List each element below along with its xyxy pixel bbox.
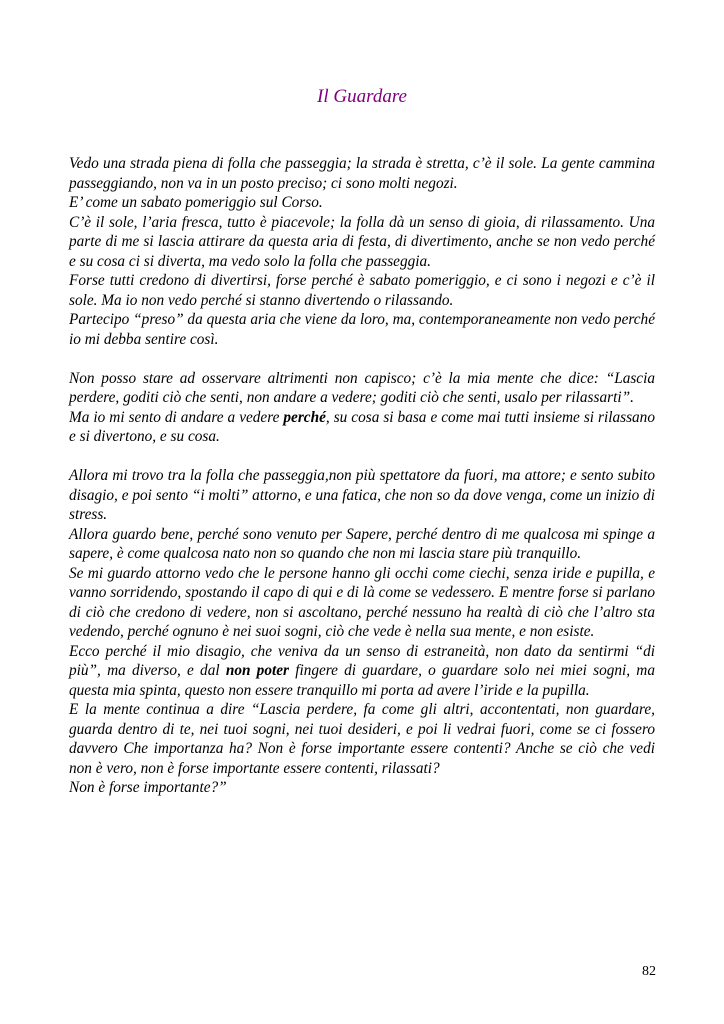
emphasis-perche: perché	[283, 408, 326, 426]
paragraph: Non è forse importante?”	[69, 779, 227, 796]
body-text	[69, 154, 655, 798]
paragraph: E’ come un sabato pomeriggio sul Corso.	[69, 194, 323, 211]
page-title: Il Guardare	[317, 86, 407, 107]
emphasis-non-poter: non poter	[225, 662, 289, 679]
paragraph: C’è il sole, l’aria fresca, tutto è piacevole; la folla dà un senso di gioia, di rilassamento. Una parte di me si lascia attirare da questa aria di festa, di divertimento, anche se non vedo perché e su cosa ci si diverta, ma vedo solo la folla che passeggia.	[69, 213, 655, 270]
paragraph: Partecipo “preso” da questa aria che viene da loro, ma, contemporaneamente non vedo perché io mi debba sentire così.	[69, 311, 655, 348]
paragraph: Ma io mi sento di andare a vedere perché, su cosa si basa e come mai tutti insieme si rilassano e si divertono, e su cosa.	[69, 408, 655, 445]
paragraph: Forse tutti credono di divertirsi, forse perché è sabato pomeriggio, e ci sono i negozi e c’è il sole. Ma io non vedo perché si stanno divertendo o rilassando.	[69, 272, 655, 309]
paragraph: Se mi guardo attorno vedo che le persone hanno gli occhi come ciechi, senza iride e pupilla, e vanno sorridendo, spostando il capo di qui e di là come se vedessero. E mentre forse si parlano di ciò che credono di vedere, non si ascoltano, perché nessuno ha realtà di ciò che l’altro sta vedendo, perché ognuno è nei suoi sogni, ciò che vede è nella sua mente, e non esiste.	[69, 564, 655, 640]
paragraph: Allora guardo bene, perché sono venuto per Sapere, perché dentro di me qualcosa mi spinge a sapere, è come qualcosa nato non so quando che non mi lascia stare più tranquillo.	[69, 525, 655, 562]
paragraph: E la mente continua a dire “Lascia perdere, fa come gli altri, accontentati, non guardare, guarda dentro di te, nei tuoi sogni, nei tuoi desideri, e poi li vedrai fuori, come se ci fossero davvero Che importanza ha? Non è forse importante essere contenti? Anche se ciò che vedi non è vero, non è forse importante essere contenti, rilassati?	[69, 701, 655, 777]
paragraph: Allora mi trovo tra la folla che passeggia,non più spettatore da fuori, ma attore; e sento subito disagio, e poi sento “i molti” attorno, e una fatica, che non so da dove venga, come un inizio di stress.	[69, 467, 655, 523]
page-number: 82	[642, 964, 656, 979]
paragraph: Vedo una strada piena di folla che passeggia; la strada è stretta, c’è il sole. La gente cammina passeggiando, non va in un posto preciso; ci sono molti negozi.	[69, 155, 655, 192]
paragraph: Non posso stare ad osservare altrimenti non capisco; c’è la mia mente che dice: “Lascia perdere, goditi ciò che senti, non andare a vedere; goditi ciò che senti, usalo per rilassarti”.	[69, 369, 655, 406]
paragraph: Ecco perché il mio disagio, che veniva da un senso di estraneità, non dato da sentirmi “di più”, ma diverso, e dal non poter fingere di guardare, o guardare solo nei miei sogni, ma questa mia spinta, questo non essere tranquillo mi porta ad avere l’iride e la pupilla.	[69, 642, 656, 699]
